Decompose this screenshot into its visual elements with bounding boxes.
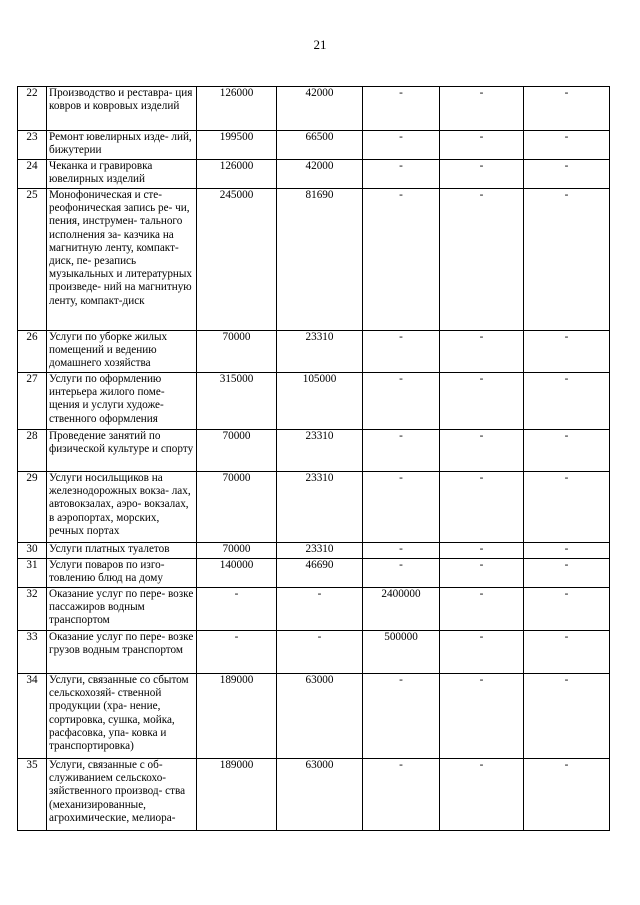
value-cell: 66500: [277, 131, 363, 160]
row-number: 25: [18, 189, 47, 331]
row-number: 29: [18, 472, 47, 543]
service-name: Производство и реставра- ция ковров и ковровых изделий: [47, 87, 197, 131]
value-cell: -: [363, 674, 440, 759]
value-cell: -: [440, 472, 524, 543]
table-row: [18, 472, 610, 543]
value-cell: -: [440, 160, 524, 189]
value-cell: 23310: [277, 543, 363, 559]
value-cell: -: [363, 430, 440, 472]
value-cell: -: [363, 160, 440, 189]
table-row: [18, 674, 610, 759]
table-row: [18, 759, 610, 831]
value-cell: 2400000: [363, 588, 440, 631]
value-cell: 189000: [197, 759, 277, 831]
value-cell: -: [524, 631, 610, 674]
value-cell: -: [524, 87, 610, 131]
value-cell: 245000: [197, 189, 277, 331]
value-cell: -: [363, 373, 440, 430]
value-cell: 70000: [197, 543, 277, 559]
value-cell: -: [363, 131, 440, 160]
service-name: Ремонт ювелирных изде- лий, бижутерии: [47, 131, 197, 160]
value-cell: 189000: [197, 674, 277, 759]
value-cell: 63000: [277, 759, 363, 831]
service-name: Услуги, связанные со сбытом сельскохозяй- ственной продукции (хра- нение, сортировка, сушка, мойка, расфасовка, упа- ковка и транспортировка): [47, 674, 197, 759]
value-cell: 42000: [277, 87, 363, 131]
table-row: [18, 588, 610, 631]
value-cell: -: [440, 373, 524, 430]
value-cell: -: [440, 131, 524, 160]
service-name: Чеканка и гравировка ювелирных изделий: [47, 160, 197, 189]
service-name: Услуги поваров по изго- товлению блюд на дому: [47, 559, 197, 588]
service-name: Оказание услуг по пере- возке пассажиров водным транспортом: [47, 588, 197, 631]
row-number: 33: [18, 631, 47, 674]
table-row: [18, 559, 610, 588]
value-cell: -: [524, 189, 610, 331]
service-name: Услуги, связанные с об- служиванием сельскохо- зяйственного производ- ства (механизированные, агрохимические, мелиора-: [47, 759, 197, 831]
value-cell: -: [277, 588, 363, 631]
row-number: 22: [18, 87, 47, 131]
tariff-table: [17, 86, 610, 831]
table-row: [18, 430, 610, 472]
page-number: 21: [313, 37, 327, 52]
value-cell: -: [277, 631, 363, 674]
value-cell: 140000: [197, 559, 277, 588]
value-cell: -: [440, 430, 524, 472]
value-cell: 70000: [197, 430, 277, 472]
table-body: [18, 87, 610, 831]
value-cell: -: [197, 631, 277, 674]
value-cell: -: [440, 87, 524, 131]
service-name: Монофоническая и сте- реофоническая запись ре- чи, пения, инструмен- тального исполнения за- казчика на магнитную ленту, компакт-диск, пе- резапись музыкальных и литературных произведе- ний на магнитную ленту, компакт-диск: [47, 189, 197, 331]
value-cell: -: [363, 543, 440, 559]
service-name: Услуги платных туалетов: [47, 543, 197, 559]
value-cell: -: [363, 331, 440, 373]
value-cell: 500000: [363, 631, 440, 674]
table-row: [18, 131, 610, 160]
value-cell: 70000: [197, 472, 277, 543]
value-cell: -: [524, 543, 610, 559]
value-cell: -: [440, 588, 524, 631]
row-number: 35: [18, 759, 47, 831]
table-row: [18, 373, 610, 430]
value-cell: -: [524, 674, 610, 759]
value-cell: 46690: [277, 559, 363, 588]
value-cell: -: [524, 331, 610, 373]
value-cell: 315000: [197, 373, 277, 430]
value-cell: -: [440, 189, 524, 331]
value-cell: -: [363, 472, 440, 543]
service-name: Оказание услуг по пере- возке грузов водным транспортом: [47, 631, 197, 674]
value-cell: -: [524, 430, 610, 472]
value-cell: -: [363, 759, 440, 831]
value-cell: -: [440, 631, 524, 674]
row-number: 31: [18, 559, 47, 588]
value-cell: -: [440, 559, 524, 588]
value-cell: -: [524, 759, 610, 831]
row-number: 32: [18, 588, 47, 631]
table-row: [18, 160, 610, 189]
service-name: Услуги по оформлению интерьера жилого поме- щения и услуги художе- ственного оформления: [47, 373, 197, 430]
service-name: Услуги по уборке жилых помещений и ведению домашнего хозяйства: [47, 331, 197, 373]
row-number: 23: [18, 131, 47, 160]
table-row: [18, 543, 610, 559]
value-cell: -: [363, 559, 440, 588]
value-cell: -: [524, 131, 610, 160]
service-name: Проведение занятий по физической культуре и спорту: [47, 430, 197, 472]
value-cell: 23310: [277, 331, 363, 373]
table-row: [18, 331, 610, 373]
value-cell: -: [440, 331, 524, 373]
service-name: Услуги носильщиков на железнодорожных вокза- лах, автовокзалах, аэро- вокзалах, в аэропортах, морских, речных портах: [47, 472, 197, 543]
value-cell: 105000: [277, 373, 363, 430]
value-cell: 126000: [197, 160, 277, 189]
row-number: 24: [18, 160, 47, 189]
value-cell: 42000: [277, 160, 363, 189]
value-cell: -: [524, 160, 610, 189]
table-row: [18, 189, 610, 331]
row-number: 28: [18, 430, 47, 472]
row-number: 27: [18, 373, 47, 430]
value-cell: 199500: [197, 131, 277, 160]
value-cell: -: [363, 87, 440, 131]
value-cell: 126000: [197, 87, 277, 131]
table-row: [18, 631, 610, 674]
value-cell: -: [197, 588, 277, 631]
value-cell: -: [440, 759, 524, 831]
value-cell: -: [524, 373, 610, 430]
value-cell: -: [440, 543, 524, 559]
value-cell: 23310: [277, 430, 363, 472]
row-number: 30: [18, 543, 47, 559]
value-cell: 81690: [277, 189, 363, 331]
value-cell: -: [524, 472, 610, 543]
value-cell: 63000: [277, 674, 363, 759]
value-cell: -: [440, 674, 524, 759]
value-cell: -: [363, 189, 440, 331]
row-number: 26: [18, 331, 47, 373]
row-number: 34: [18, 674, 47, 759]
value-cell: 70000: [197, 331, 277, 373]
value-cell: -: [524, 588, 610, 631]
value-cell: -: [524, 559, 610, 588]
value-cell: 23310: [277, 472, 363, 543]
table-row: [18, 87, 610, 131]
